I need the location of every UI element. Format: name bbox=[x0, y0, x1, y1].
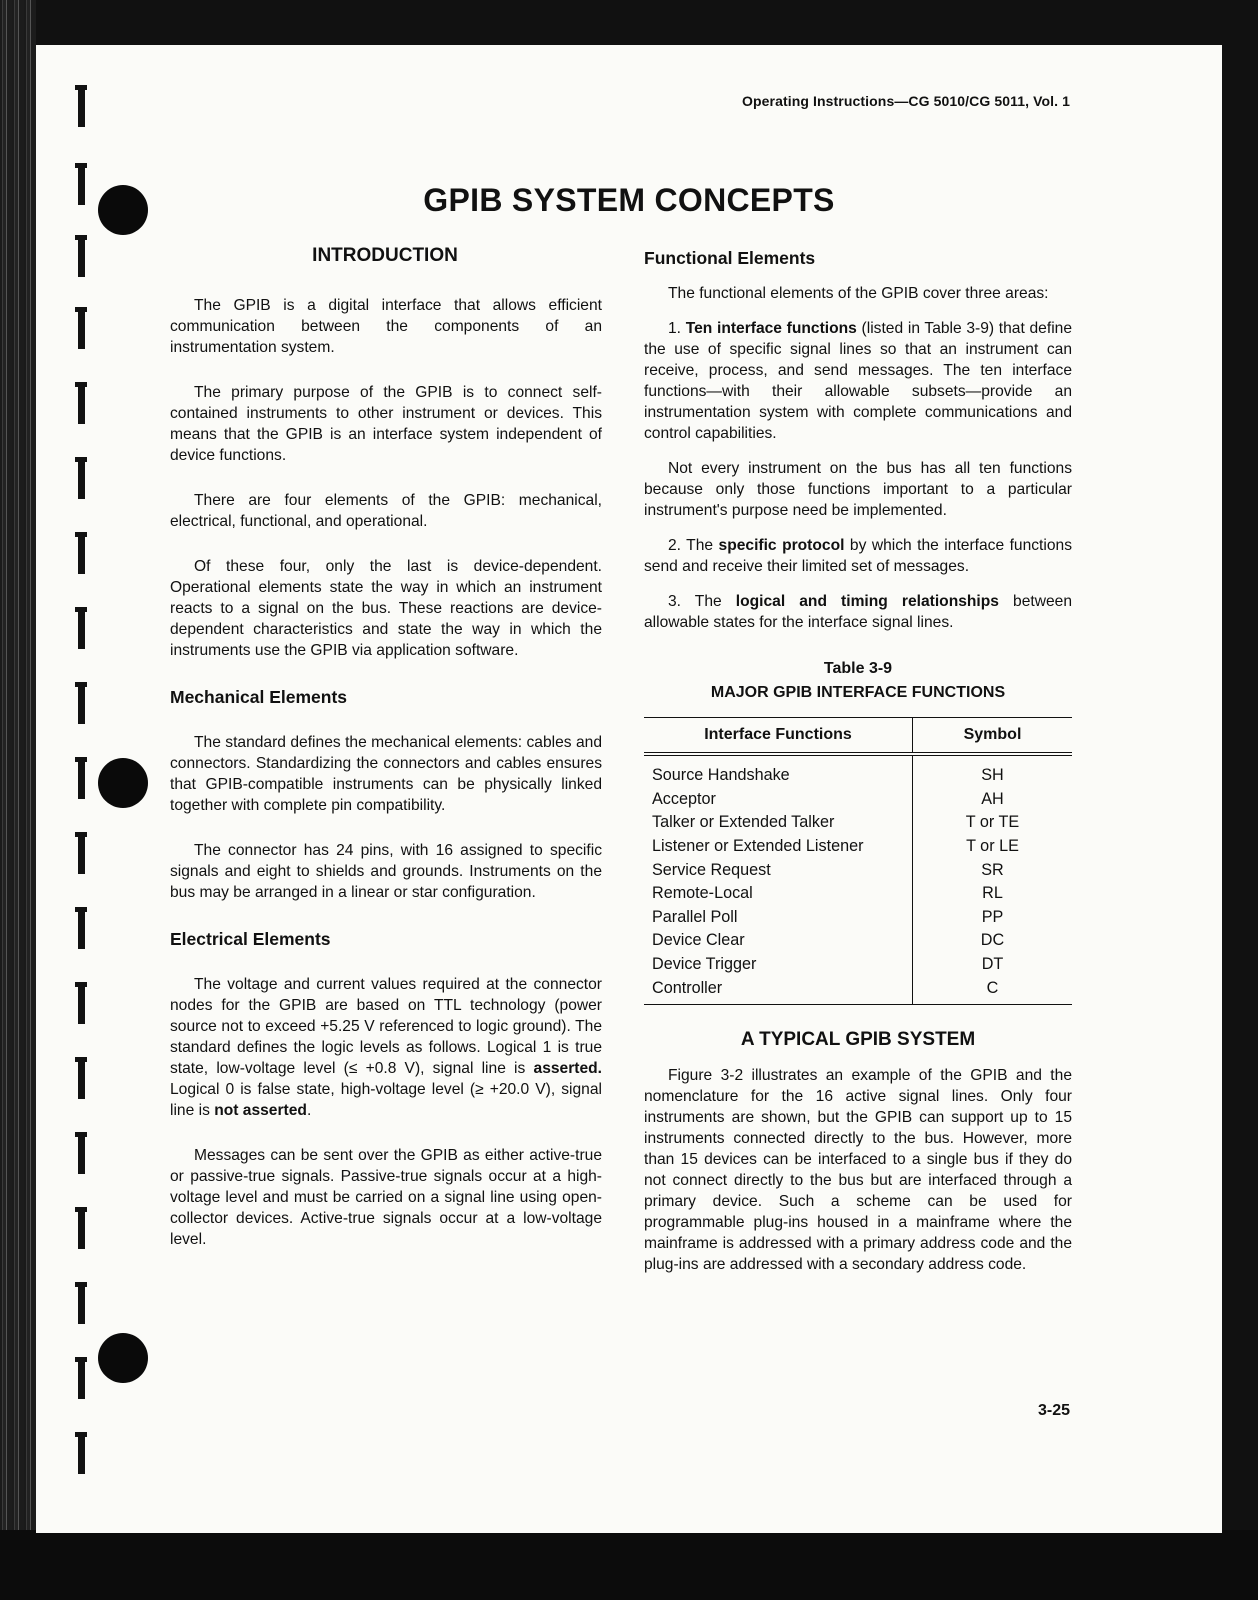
purpose-paragraph bbox=[170, 382, 602, 466]
function-symbol: PP bbox=[913, 906, 1073, 930]
binder-tick bbox=[78, 907, 85, 949]
typical-system-heading: A TYPICAL GPIB SYSTEM bbox=[740, 1028, 976, 1050]
paragraph-text: by which the interface functions send and receive their limited set of messages. bbox=[644, 537, 1072, 575]
function-symbol: RL bbox=[913, 882, 1073, 906]
table-title: MAJOR GPIB INTERFACE FUNCTIONS bbox=[710, 684, 1006, 701]
functional-intro bbox=[644, 283, 1072, 304]
binder-hole bbox=[98, 1333, 148, 1383]
function-name: Acceptor bbox=[652, 789, 716, 808]
binder-tick bbox=[78, 307, 85, 349]
function-symbol: SH bbox=[913, 754, 1073, 788]
electrical-paragraph bbox=[170, 974, 602, 1121]
table-header-symbol: Symbol bbox=[913, 718, 1073, 755]
paragraph-text: between allowable states for the interface signal lines. bbox=[644, 593, 1072, 631]
bold-term: specific protocol bbox=[718, 537, 845, 554]
function-name: Remote-Local bbox=[652, 884, 753, 903]
binder-tick bbox=[78, 982, 85, 1024]
bold-term: logical and timing relationships bbox=[735, 593, 999, 610]
function-symbol: C bbox=[913, 976, 1073, 1004]
page-number: 3-25 bbox=[1037, 1402, 1070, 1419]
binder-tick bbox=[78, 1282, 85, 1324]
paragraph-text: The functional elements of the GPIB cover three areas: bbox=[668, 285, 1049, 302]
function-symbol: AH bbox=[913, 788, 1073, 812]
running-header: Operating Instructions—CG 5010/CG 5011, Vol. 1 bbox=[742, 93, 1070, 109]
operational-paragraph bbox=[170, 556, 602, 661]
function-name: Source Handshake bbox=[652, 766, 790, 785]
binder-tick bbox=[78, 1432, 85, 1474]
paragraph-text: . bbox=[306, 1102, 312, 1119]
function-name: Device Clear bbox=[652, 931, 745, 950]
binder-tick bbox=[78, 382, 85, 424]
paragraph-text: Of these four, only the last is device-dependent. Operational elements state the way in which an instrument reacts to a signal on the bus. These reactions are device-dependent characteristics and state the way in which the instruments use the GPIB via application software. bbox=[170, 558, 602, 659]
messages-paragraph bbox=[170, 1145, 602, 1250]
paragraph-text: 2. The bbox=[668, 537, 719, 554]
functional-item-3 bbox=[644, 591, 1072, 633]
binder-tick bbox=[78, 532, 85, 574]
paragraph-text: The primary purpose of the GPIB is to connect self-contained instruments to other instrument or devices. This means that the GPIB is an interface system independent of device functions. bbox=[170, 384, 602, 464]
electrical-heading: Electrical Elements bbox=[170, 929, 331, 949]
mechanical-heading: Mechanical Elements bbox=[170, 687, 348, 707]
binder-tick bbox=[78, 607, 85, 649]
paragraph-text: Not every instrument on the bus has all ten functions because only those functions important to a particular instrument's purpose need be implemented. bbox=[644, 460, 1072, 519]
paragraph-text: Figure 3-2 illustrates an example of the GPIB and the nomenclature for the 16 active signal lines. Only four instruments are shown, but the GPIB can support up to 15 instruments connected directly to the bus. However, more than 15 devices can be interfaced to a single bus if they do not connect directly to the bus but are interfaced through a primary device. Such a scheme can be used for programmable plug-ins housed in a mainframe where the mainframe is addressed with a primary address code and the plug-ins are addressed with a secondary address code. bbox=[644, 1066, 1072, 1273]
functional-note bbox=[644, 458, 1072, 521]
paragraph-text: The voltage and current values required at the connector nodes for the GPIB are based on TTL technology (power source not to exceed +5.25 V referenced to logic ground). The standard defines the logic levels as follows. Logical 1 is true state, low-voltage level (≤ +0.8 V), signal line is bbox=[170, 976, 602, 1077]
paragraph-text: The GPIB is a digital interface that allows efficient communication between the components of an instrumentation system. bbox=[170, 297, 602, 356]
binder-tick bbox=[78, 1207, 85, 1249]
interface-functions-table bbox=[644, 717, 1072, 1005]
binder-hole bbox=[98, 758, 148, 808]
typical-system-paragraph bbox=[644, 1065, 1072, 1275]
paragraph-text: 3. The bbox=[668, 593, 736, 610]
binder-tick bbox=[78, 457, 85, 499]
table-caption bbox=[644, 657, 1072, 705]
binder-tick bbox=[78, 682, 85, 724]
bold-term: Ten interface functions bbox=[685, 320, 857, 337]
function-name: Device Trigger bbox=[652, 955, 757, 974]
function-name: Parallel Poll bbox=[652, 907, 738, 926]
mechanical-paragraph bbox=[170, 732, 602, 816]
function-name: Talker or Extended Talker bbox=[652, 813, 835, 832]
function-symbol: T or TE bbox=[913, 811, 1073, 835]
paragraph-text: Logical 0 is false state, high-voltage level (≥ +20.0 V), signal line is bbox=[170, 1081, 602, 1119]
binder-tick bbox=[78, 235, 85, 277]
scan-edge bbox=[0, 0, 36, 1600]
paragraph-text: Messages can be sent over the GPIB as either active-true or passive-true signals. Passive-true signals occur at a high-voltage level and must be carried on a signal line using open-collector devices. Active-true signals occur at a low-voltage level. bbox=[170, 1147, 602, 1248]
scan-bottom-edge bbox=[0, 1530, 1258, 1600]
table-header-functions: Interface Functions bbox=[704, 726, 852, 743]
right-column bbox=[644, 248, 1072, 1275]
left-column bbox=[170, 245, 602, 1250]
document-page bbox=[36, 45, 1222, 1533]
page-title: GPIB SYSTEM CONCEPTS bbox=[423, 182, 835, 218]
function-symbol: T or LE bbox=[913, 835, 1073, 859]
binder-tick bbox=[78, 1057, 85, 1099]
functional-item-2 bbox=[644, 535, 1072, 577]
functional-item-1 bbox=[644, 318, 1072, 444]
paragraph-text: The standard defines the mechanical elements: cables and connectors. Standardizing the connectors and cables ensures that GPIB-compatible instruments can be physically linked together with complete pin compatibility. bbox=[170, 734, 602, 814]
paragraph-text: There are four elements of the GPIB: mechanical, electrical, functional, and operational. bbox=[170, 492, 602, 530]
paragraph-text: The connector has 24 pins, with 16 assigned to specific signals and eight to shields and grounds. Instruments on the bus may be arranged in a linear or star configuration. bbox=[170, 842, 602, 901]
intro-paragraph bbox=[170, 295, 602, 358]
functional-heading: Functional Elements bbox=[644, 248, 816, 268]
binder-tick bbox=[78, 832, 85, 874]
elements-paragraph bbox=[170, 490, 602, 532]
item-number: 1. bbox=[668, 320, 682, 337]
bold-term: not asserted bbox=[214, 1102, 307, 1119]
paragraph-text: (listed in Table 3-9) that define the use of specific signal lines so that an instrument can receive, process, and send messages. The ten interface functions—with their allowable subsets—provide an instrumentation system with complete communications and control capabilities. bbox=[644, 320, 1072, 442]
bold-term: asserted. bbox=[533, 1060, 602, 1077]
connector-paragraph bbox=[170, 840, 602, 903]
binder-tick bbox=[78, 1357, 85, 1399]
function-symbol: DC bbox=[913, 929, 1073, 953]
function-name: Controller bbox=[652, 978, 723, 997]
table-label: Table 3-9 bbox=[823, 660, 893, 677]
binder-tick bbox=[78, 85, 85, 127]
function-name: Service Request bbox=[652, 860, 771, 879]
function-symbol: SR bbox=[913, 858, 1073, 882]
binder-tick bbox=[78, 1132, 85, 1174]
function-symbol: DT bbox=[913, 953, 1073, 977]
function-name: Listener or Extended Listener bbox=[652, 837, 864, 856]
intro-heading: INTRODUCTION bbox=[312, 245, 458, 266]
binder-tick bbox=[78, 757, 85, 799]
